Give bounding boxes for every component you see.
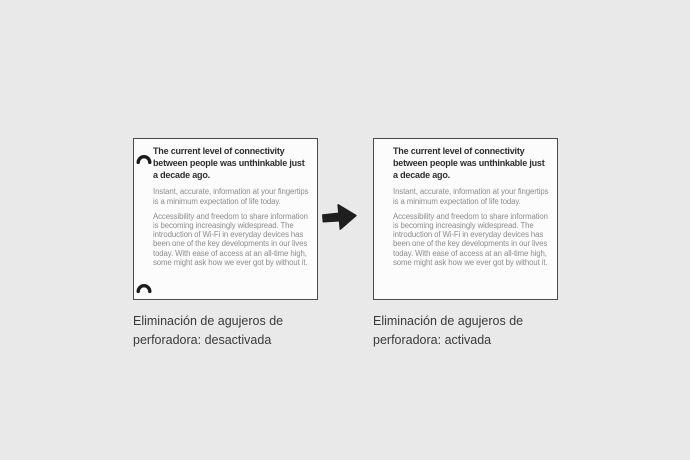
- document-preview-after: [373, 138, 558, 300]
- caption-before: Eliminación de agujeros de perforadora: desactivada: [133, 314, 284, 347]
- document-heading: The current level of connectivity between people was unthinkable just a decade ago.: [393, 146, 545, 180]
- document-paragraph: Accessibility and freedom to share information is becoming increasingly widespread. The introduction of Wi-Fi in everyday devices has been one of the key developments in our lives today. With ease of access at an all-time high, some might ask how we ever got by without it.: [393, 211, 548, 267]
- document-paragraph: Instant, accurate, information at your fingertips is a minimum expectation of life today.: [153, 187, 309, 206]
- document-preview-before: [133, 138, 318, 300]
- document-heading: The current level of connectivity between people was unthinkable just a decade ago.: [153, 146, 305, 180]
- punch-hole-icon: [136, 153, 152, 164]
- right-arrow-icon: [320, 201, 358, 232]
- punch-hole-icon: [136, 282, 152, 293]
- figure-after: [373, 138, 558, 350]
- document-paragraph: Accessibility and freedom to share information is becoming increasingly widespread. The introduction of Wi-Fi in everyday devices has been one of the key developments in our lives today. With ease of access at an all-time high, some might ask how we ever got by without it.: [153, 211, 308, 267]
- document-paragraph: Instant, accurate, information at your fingertips is a minimum expectation of life today.: [393, 187, 549, 206]
- figure-before: [133, 138, 318, 350]
- caption-after: Eliminación de agujeros de perforadora: activada: [373, 314, 524, 347]
